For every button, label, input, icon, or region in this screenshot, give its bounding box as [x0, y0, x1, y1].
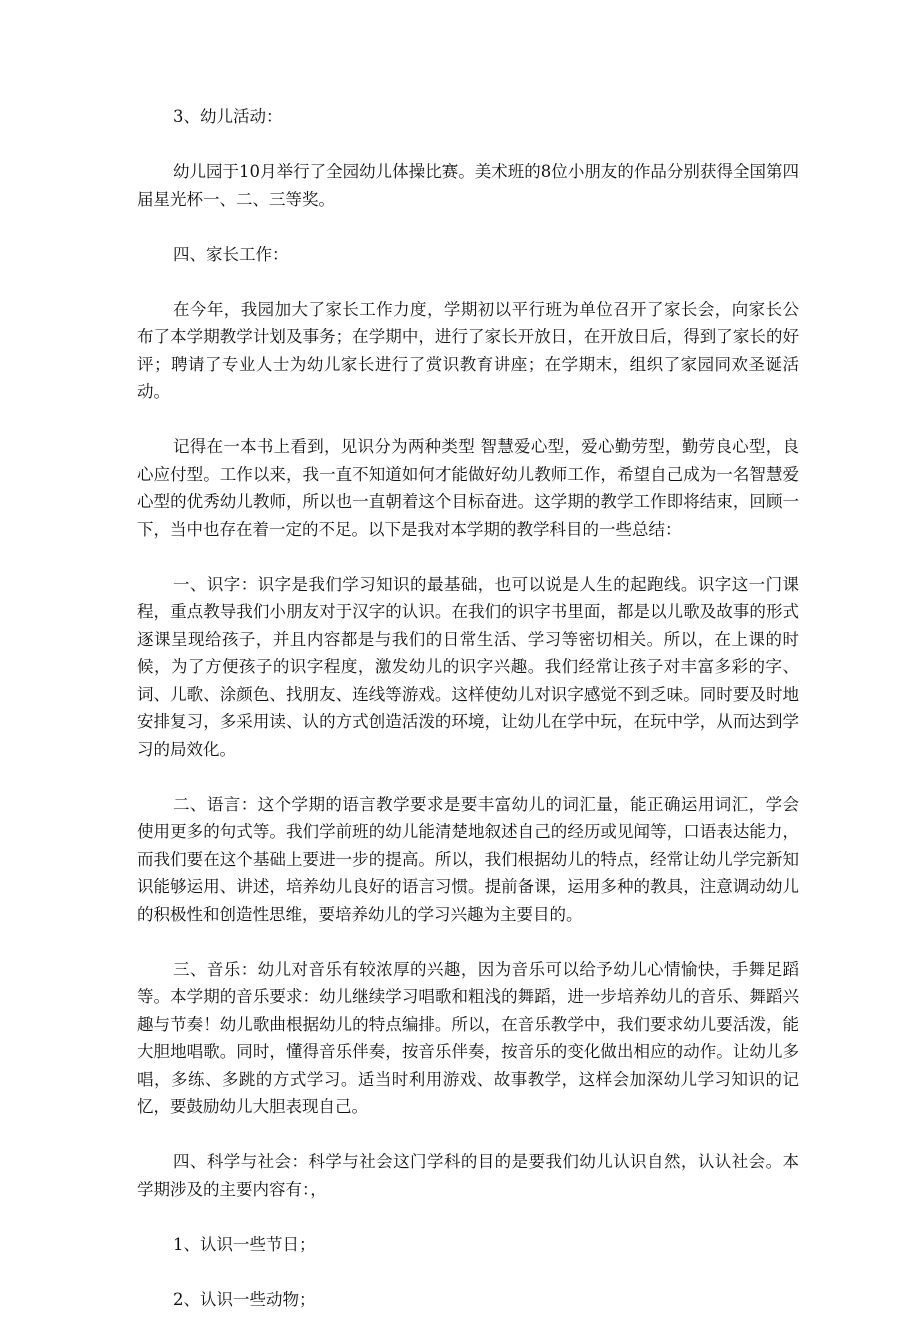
paragraph-parents: 在今年，我园加大了家长工作力度，学期初以平行班为单位召开了家长会，向家长公布了本学期教学计划及事务；在学期中，进行了家长开放日，在开放日后，得到了家长的好评；聘请了专业人士为幼儿家长进行了赏识教育讲座；在学期末，组织了家园同欢圣诞活动。 — [137, 299, 799, 401]
paragraph-reflection: 记得在一本书上看到，见识分为两种类型 智慧爱心型，爱心勤劳型，勤劳良心型，良心应付型。工作以来，我一直不知道如何才能做好幼儿教师工作，希望自己成为一名智慧爱心型的优秀幼儿教师，所以也一直朝着这个目标奋进。这学期的教学工作即将结束，回顾一下，当中也存在着一定的不足。以下是我对本学期的教学科目的一些总结： — [137, 437, 799, 539]
document-body — [137, 103, 799, 1341]
section-heading-parents: 四、家长工作： — [173, 244, 289, 264]
paragraph-music: 三、音乐：幼儿对音乐有较浓厚的兴趣，因为音乐可以给予幼儿心情愉快，手舞足蹈等。本学期的音乐要求：幼儿继续学习唱歌和粗浅的舞蹈，进一步培养幼儿的音乐、舞蹈兴趣与节奏！幼儿歌曲根据幼儿的特点编排。所以，在音乐教学中，我们要求幼儿要活泼，能大胆地唱歌。同时，懂得音乐伴奏，按音乐伴奏，按音乐的变化做出相应的动作。让幼儿多唱，多练、多跳的方式学习。适当时利用游戏、故事教学，这样会加深幼儿学习知识的记忆，要鼓励幼儿大胆表现自己。 — [137, 959, 799, 1116]
section-heading-activities: 3、幼儿活动： — [173, 107, 283, 126]
paragraph-language: 二、语言：这个学期的语言教学要求是要丰富幼儿的词汇量，能正确运用词汇，学会使用更多的句式等。我们学前班的幼儿能清楚地叙述自己的经历或见闻等，口语表达能力，而我们要在这个基础上要进一步的提高。所以，我们根据幼儿的特点，经常让幼儿学完新知识能够运用、讲述，培养幼儿良好的语言习惯。提前备课，运用多种的教具，注意调动幼儿的积极性和创造性思维，要培养幼儿的学习兴趣为主要目的。 — [137, 794, 799, 924]
paragraph-activities: 幼儿园于10月举行了全园幼儿体操比赛。美术班的8位小朋友的作品分别获得全国第四届星光杯一、二、三等奖。 — [137, 162, 799, 209]
list-item-festivals: 1、认识一些节日； — [173, 1234, 316, 1254]
list-item-animals: 2、认识一些动物； — [173, 1289, 316, 1309]
paragraph-literacy: 一、识字：识字是我们学习知识的最基础，也可以说是人生的起跑线。识字这一门课程，重点教导我们小朋友对于汉字的认识。在我们的识字书里面，都是以儿歌及故事的形式逐课呈现给孩子，并且内容都是与我们的日常生活、学习等密切相关。所以，在上课的时候，为了方便孩子的识字程度，激发幼儿的识字兴趣。我们经常让孩子对丰富多彩的字、词、儿歌、涂颜色、找朋友、连线等游戏。这样使幼儿对识字感觉不到乏味。同时要及时地安排复习，多采用读、认的方式创造活泼的环境，让幼儿在学中玩，在玩中学，从而达到学习的局效化。 — [137, 574, 799, 759]
paragraph-science-society: 四、科学与社会：科学与社会这门学科的目的是要我们幼儿认识自然，认认社会。本学期涉及的主要内容有：， — [137, 1152, 799, 1199]
